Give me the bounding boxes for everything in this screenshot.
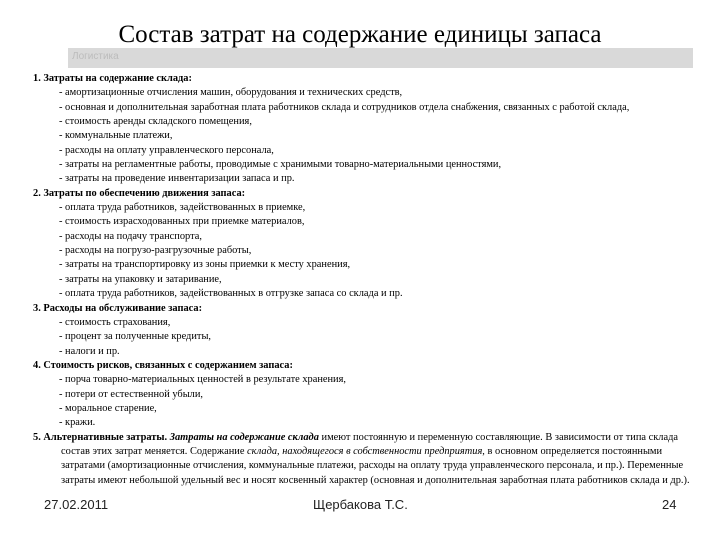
list-item: - процент за полученные кредиты, xyxy=(59,331,212,343)
section-5-emphasis-2: склада, находящегося в собственности предприятия xyxy=(247,445,483,457)
list-item: - затраты на транспортировку из зоны приемки к месту хранения, xyxy=(59,259,351,271)
list-item: - расходы на погрузо-разгрузочные работы, xyxy=(59,245,252,257)
list-item: - затраты на проведение инвентаризации запаса и пр. xyxy=(59,173,295,185)
section-5-emphasis-1: Затраты на содержание склада xyxy=(169,431,319,443)
list-item: - амортизационные отчисления машин, оборудования и технических средств, xyxy=(59,87,403,99)
section-heading: 2. Затраты по обеспечению движения запаса: xyxy=(33,187,246,199)
section-5-paragraph xyxy=(33,431,708,488)
footer-page-number: 24 xyxy=(662,497,677,512)
sections-list xyxy=(33,72,708,431)
footer-date: 27.02.2011 xyxy=(44,497,109,512)
list-item: - кражи. xyxy=(59,417,96,429)
subtitle-bar xyxy=(68,48,693,68)
list-item: - порча товарно-материальных ценностей в результате хранения, xyxy=(59,374,346,386)
section-5-text-2: , в основном определяется постоянными затратами (амортизационные отчисления, коммунальные платежи, расходы на оплату труда управленческого персонала, и пр.). Переменные затраты имеют небольшой удельный вес и носят косвенный характер (основная и дополнительная заработная плата работников склада и др.). xyxy=(61,445,690,486)
list-item: - моральное старение, xyxy=(59,402,157,414)
list-item: - оплата труда работников, задействованных в отгрузке запаса со склада и пр. xyxy=(59,288,403,300)
list-item: - оплата труда работников, задействованных в приемке, xyxy=(59,202,306,214)
section-heading: 3. Расходы на обслуживание запаса: xyxy=(33,302,203,314)
subtitle-bar-text: Логистика xyxy=(72,51,119,62)
section-heading: 1. Затраты на содержание склада: xyxy=(33,73,192,84)
list-item: - затраты на упаковку и затаривание, xyxy=(59,273,222,285)
section-heading: 4. Стоимость рисков, связанных с содержанием запаса: xyxy=(33,359,293,371)
content-body xyxy=(33,72,708,488)
page-title: Состав затрат на содержание единицы запаса xyxy=(118,21,602,48)
list-item: - потери от естественной убыли, xyxy=(59,388,204,400)
list-item: - расходы на подачу транспорта, xyxy=(59,230,202,242)
list-item: - коммунальные платежи, xyxy=(59,130,173,142)
list-item: - стоимость страхования, xyxy=(59,316,171,328)
list-item: - затраты на регламентные работы, проводимые с хранимыми товарно-материальными ценностями, xyxy=(59,159,502,171)
section-5-text-1: имеют постоянную и переменную составляющие. В зависимости от типа склада состав этих затрат меняется. Содержание xyxy=(61,431,678,457)
list-item: - основная и дополнительная заработная плата работников склада и сотрудников отдела снабжения, связанных с работой склада, xyxy=(59,101,630,113)
list-item: - стоимость израсходованных при приемке материалов, xyxy=(59,216,305,228)
list-item: - налоги и пр. xyxy=(59,345,120,357)
list-item: - стоимость аренды складского помещения, xyxy=(59,116,252,128)
list-item: - расходы на оплату управленческого персонала, xyxy=(59,144,274,156)
section-5-heading: 5. Альтернативные затраты. xyxy=(33,431,168,443)
footer-author: Щербакова Т.С. xyxy=(313,497,408,512)
